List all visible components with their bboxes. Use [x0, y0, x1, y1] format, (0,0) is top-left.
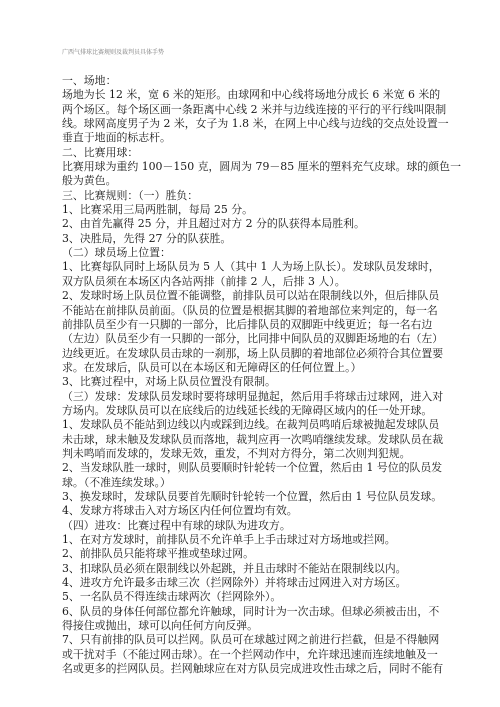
text-line: 名或更多的拦网队员。拦网触球应在对方队员完成进攻性击球之后，同时不能有	[62, 662, 444, 676]
text-line: 不能站在前排队员前面。（队员的位置是根据其脚的着地部位来判定的，每一名	[62, 303, 438, 317]
text-line: 或干扰对手（不能过网击球）。在一个拦网动作中，允许球迅速而连续地触及一	[62, 647, 438, 661]
text-line: （二）球员场上位置：	[62, 246, 171, 260]
text-line: 1、发球队员不能站到边线以内或踩到边线。在裁判员鸣哨后球被抛起发球队员	[62, 418, 440, 432]
text-line: 2、前排队员只能将球平推或垫球过网。	[62, 547, 255, 561]
text-line: 二、比赛用球：	[62, 145, 139, 159]
text-line: 未击球，球未触及发球队员而落地，裁判应再一次鸣哨继续发球。发球队员在裁	[62, 432, 444, 446]
text-line: 1、比赛采用三局两胜制，每局 25 分。	[62, 203, 254, 217]
text-line: 1、在对方发球时，前排队员不允许单手上手击球过对方场地或拦网。	[62, 533, 396, 546]
text-line: 3、比赛过程中，对场上队员位置没有限制。	[62, 375, 276, 389]
text-line: 求。在发球后，队员可以在本场区和无障碍区的任何位置上。）	[62, 360, 362, 374]
text-line: 场地为长 12 米，宽 6 米的矩形。由球网和中心线将场地分成长 6 米宽 6 米的	[62, 88, 441, 102]
text-line: 4、发球方将球击入对方场区内任何位置均有效。	[62, 504, 298, 518]
text-line: （四）进攻：比赛过程中有球的球队为进攻方。	[62, 518, 291, 532]
text-line: 4、进攻方允许最多击球三次（拦网除外）并将球击过网进入对方场区。	[62, 576, 407, 590]
text-line: （左边）队员至少有一只脚的一部分，比同排中间队员的双脚距场地的右（左）	[62, 332, 444, 346]
text-line: 3、决胜局，先得 27 分的队获胜。	[62, 231, 232, 245]
text-line: 双方队员须在本场区内各站两排（前排 2 人，后排 3 人）。	[62, 274, 346, 288]
text-line: 前排队员至少有一只脚的一部分，比后排队员的双脚距中线更近；每一名右边	[62, 317, 433, 331]
text-line: 3、扣球队员必须在限制线以外起跳，并且击球时不能站在限制线以内。	[62, 561, 407, 575]
document-body	[62, 74, 461, 676]
text-line: （三）发球：发球队员发球时要将球明显抛起，然后用手将球击过球网，进入对	[62, 389, 444, 403]
text-line: 2、当发球队胜一球时，则队员要顺时针轮转一个位置，然后由 1 号位的队员发	[62, 461, 443, 475]
text-line: 球。（不准连续发球。）	[62, 475, 171, 489]
text-line: 2、发球时场上队员位置不能调整，前排队员可以站在限制线以外，但后排队员	[62, 289, 440, 303]
text-line: 般为黄色。	[62, 174, 117, 188]
text-line: 判未鸣哨而发球的，发球无效，重发，不判对方得分，第二次则判犯规。	[62, 446, 411, 460]
text-line: 一、场地：	[62, 74, 117, 87]
text-line: 比赛用球为重约 100－150 克，圆周为 79－85 厘米的塑料充气皮球。球的颜色一	[62, 160, 461, 174]
text-line: 2、由首先赢得 25 分，并且超过对方 2 分的队获得本局胜利。	[62, 217, 365, 231]
text-line: 边线更近。在发球队员击球的一刹那，场上队员脚的着地部位必须符合其位置要	[62, 346, 444, 360]
text-line: 方场内。发球队员可以在底线后的边线延长线的无障碍区域内的任一处开球。	[62, 403, 433, 417]
text-line: 三、比赛规则：（一）胜负：	[62, 188, 199, 202]
text-line: 得接住或抛出，球可以向任何方向反弹。	[62, 619, 259, 633]
document-header: 广西气排球比赛规则及裁判员具体手势	[62, 49, 165, 56]
text-line: 1、比赛每队同时上场队员为 5 人（其中 1 人为场上队长）。发球队员发球时，	[62, 260, 440, 274]
text-line: 两个场区。每个场区画一条距离中心线 2 米并与边线连接的平行的平行线叫限制	[62, 102, 447, 116]
text-line: 线。球网高度男子为 2 米，女子为 1.8 米，在网上中心线与边线的交点处设置一	[62, 117, 449, 131]
text-line: 3、换发球时，发球队员要首先顺时针轮转一个位置，然后由 1 号位队员发球。	[62, 489, 443, 503]
text-line: 垂直于地面的标志杆。	[62, 131, 171, 145]
text-line: 5、一名队员不得连续击球两次（拦网除外）。	[62, 590, 282, 604]
text-line: 7、只有前排的队员可以拦网。队员可在球越过网之前进行拦截，但是不得触网	[62, 633, 440, 647]
text-line: 6、队员的身体任何部位都允许触球，同时计为一次击球。但球必须被击出，不	[62, 604, 440, 618]
